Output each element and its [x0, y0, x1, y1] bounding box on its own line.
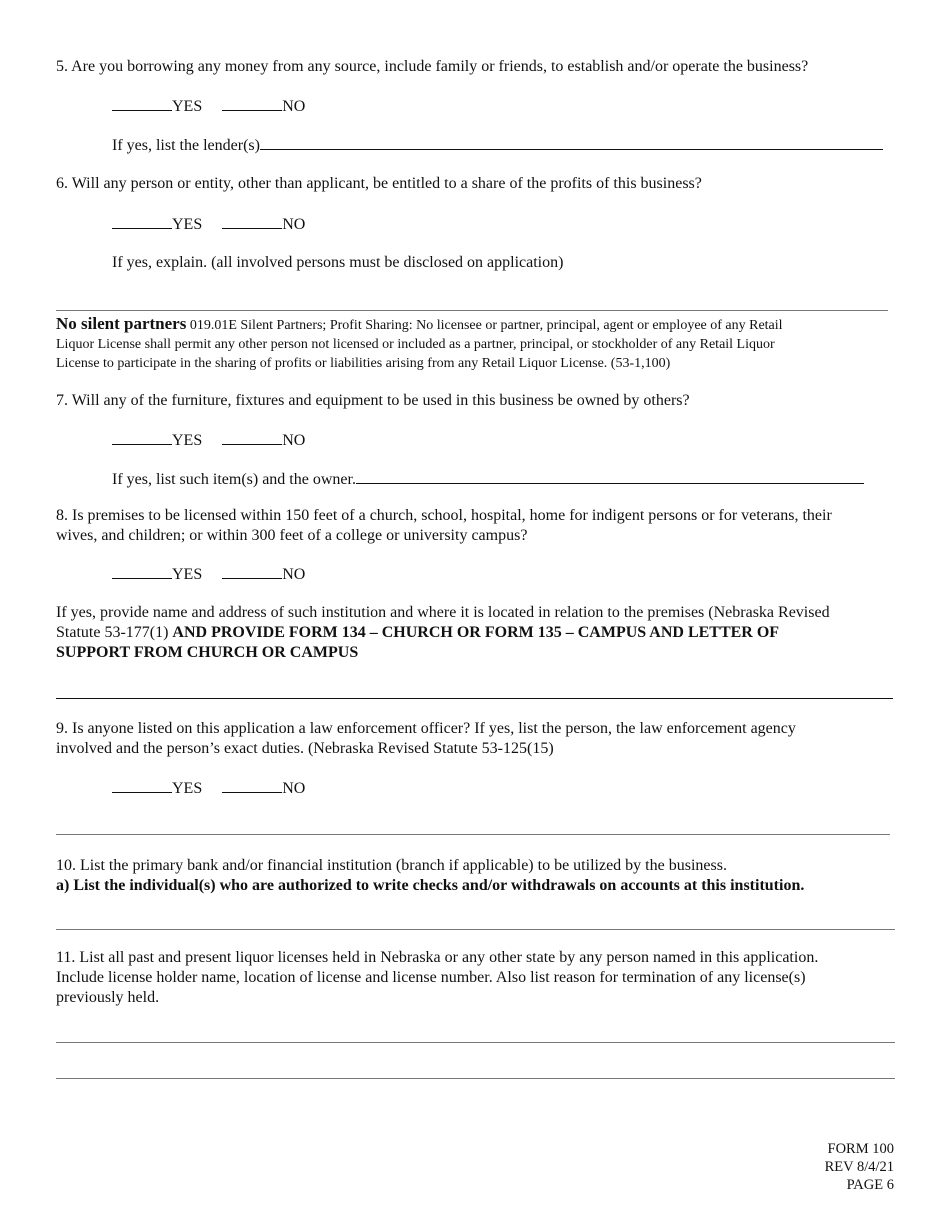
footer-form-number: FORM 100 — [827, 1141, 894, 1157]
q7-yes-blank[interactable] — [112, 430, 172, 445]
q10-question — [56, 856, 896, 896]
q7-follow-up-label: If yes, list such item(s) and the owner. — [112, 471, 356, 488]
q8-follow-up-line-3-bold: SUPPORT FROM CHURCH OR CAMPUS — [56, 644, 359, 661]
q8-question-line-2: wives, and children; or within 300 feet of a college or university campus? — [56, 527, 528, 544]
q7-no-blank[interactable] — [222, 430, 282, 445]
q7-question: 7. Will any of the furniture, fixtures and equipment to be used in this business be owned by others? — [56, 392, 690, 409]
q11-question-line-2: Include license holder name, location of license and license number. Also list reason for termination of any license(s) — [56, 969, 806, 986]
q5-no-label: NO — [282, 98, 306, 115]
q11-question-line-1: 11. List all past and present liquor licenses held in Nebraska or any other state by any person named in this application. — [56, 949, 819, 966]
q6-no-label: NO — [282, 216, 306, 233]
q6-yes-label: YES — [172, 216, 203, 233]
q9-yes-label: YES — [172, 780, 203, 797]
q8-question — [56, 506, 896, 546]
q8-yes-no — [112, 564, 305, 585]
q8-no-label: NO — [282, 566, 306, 583]
q11-question — [56, 948, 896, 1008]
q5-yes-label: YES — [172, 98, 203, 115]
q5-question: 5. Are you borrowing any money from any source, include family or friends, to establish and/or operate the business? — [56, 58, 809, 75]
form-footer — [825, 1140, 894, 1194]
q5-follow-up-label: If yes, list the lender(s) — [112, 137, 260, 154]
q10-sub-a: a) List the individual(s) who are authorized to write checks and/or withdrawals on accounts at this institution. — [56, 877, 805, 894]
q9-no-blank[interactable] — [222, 778, 282, 793]
q8-answer-line[interactable] — [56, 698, 893, 699]
q5-yes-blank[interactable] — [112, 96, 172, 111]
q11-answer-line-2[interactable] — [56, 1078, 895, 1079]
q8-yes-blank[interactable] — [112, 564, 172, 579]
q5-follow-up — [112, 135, 894, 156]
footer-revision: REV 8/4/21 — [824, 1159, 894, 1175]
q9-yes-no — [112, 778, 305, 799]
q8-yes-label: YES — [172, 566, 203, 583]
q9-question-line-2: involved and the person’s exact duties. (Nebraska Revised Statute 53-125(15) — [56, 740, 554, 757]
q7-follow-up — [112, 469, 884, 490]
q5-lender-field[interactable] — [260, 135, 883, 150]
q7-yes-no — [112, 430, 305, 451]
footer-page-number: PAGE 6 — [846, 1177, 894, 1193]
q5-yes-no — [112, 96, 305, 117]
q6-yes-blank[interactable] — [112, 214, 172, 229]
silent-partners-text-2: Liquor License shall permit any other person not licensed or included as a partner, principal, or stockholder of any Retail Liquor — [56, 337, 775, 352]
q8-follow-up-line-2-plain: Statute 53-177(1) — [56, 624, 173, 641]
q10-answer-line[interactable] — [56, 929, 895, 930]
q5-no-blank[interactable] — [222, 96, 282, 111]
q11-answer-line-1[interactable] — [56, 1042, 895, 1043]
q8-follow-up — [56, 603, 906, 663]
q8-follow-up-line-1: If yes, provide name and address of such institution and where it is located in relation to the premises (Nebraska Revised — [56, 604, 830, 621]
silent-partners-text-1: 019.01E Silent Partners; Profit Sharing: No licensee or partner, principal, agent or employee of any Retail — [186, 318, 783, 333]
silent-partners-text-3: License to participate in the sharing of profits or liabilities arising from any Retail Liquor License. (53-1,100) — [56, 356, 671, 371]
silent-partners-notice — [56, 314, 896, 373]
q9-answer-line[interactable] — [56, 834, 890, 835]
q9-question-line-1: 9. Is anyone listed on this application a law enforcement officer? If yes, list the person, the law enforcement agency — [56, 720, 796, 737]
q7-yes-label: YES — [172, 432, 203, 449]
q8-follow-up-line-2-bold: AND PROVIDE FORM 134 – CHURCH OR FORM 135 – CAMPUS AND LETTER OF — [172, 624, 780, 641]
q8-question-line-1: 8. Is premises to be licensed within 150 feet of a church, school, hospital, home for indigent persons or for veterans, their — [56, 507, 832, 524]
q9-no-label: NO — [282, 780, 306, 797]
q6-no-blank[interactable] — [222, 214, 282, 229]
q7-no-label: NO — [282, 432, 306, 449]
silent-partners-title: No silent partners — [56, 314, 187, 333]
q6-answer-line[interactable] — [56, 310, 888, 311]
q6-follow-up: If yes, explain. (all involved persons must be disclosed on application) — [112, 254, 564, 271]
q10-question-text: 10. List the primary bank and/or financial institution (branch if applicable) to be utilized by the business. — [56, 857, 727, 874]
q6-question: 6. Will any person or entity, other than applicant, be entitled to a share of the profits of this business? — [56, 175, 702, 192]
q7-owner-field[interactable] — [356, 469, 864, 484]
q9-yes-blank[interactable] — [112, 778, 172, 793]
q9-question — [56, 719, 896, 759]
q11-question-line-3: previously held. — [56, 989, 160, 1006]
q8-no-blank[interactable] — [222, 564, 282, 579]
q6-yes-no — [112, 214, 305, 235]
